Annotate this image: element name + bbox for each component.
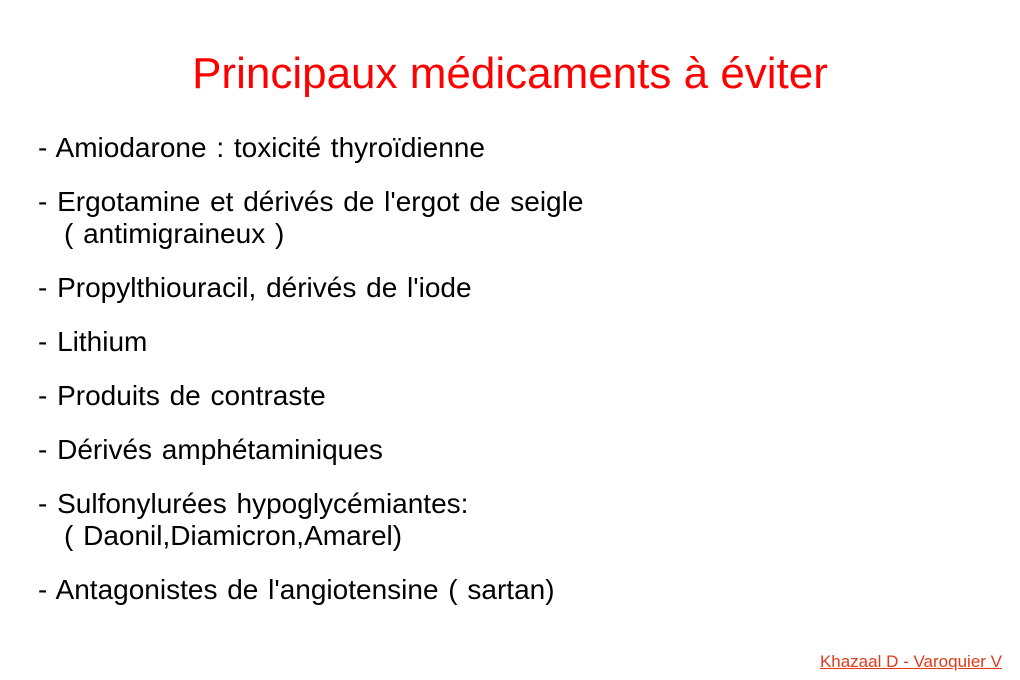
list-item-text: - Propylthiouracil, dérivés de l'iode xyxy=(38,272,472,303)
list-item xyxy=(38,380,998,412)
list-item xyxy=(38,488,998,552)
slide-title: Principaux médicaments à éviter xyxy=(192,49,828,98)
list-item xyxy=(38,434,998,466)
list-item-text: - Amiodarone : toxicité thyroïdienne xyxy=(38,132,485,163)
list-item-subtext: ( antimigraineux ) xyxy=(64,218,285,249)
list-item-text: - Dérivés amphétaminiques xyxy=(38,434,383,465)
list-item-text: - Produits de contraste xyxy=(38,380,326,411)
list-item-text: - Lithium xyxy=(38,326,148,357)
author-credit-link[interactable]: Khazaal D - Varoquier V xyxy=(819,652,1002,671)
list-item-text: - Sulfonylurées hypoglycémiantes: xyxy=(38,488,469,519)
list-item xyxy=(38,574,998,606)
list-item-text: - Antagonistes de l'angiotensine ( sartan) xyxy=(38,574,555,605)
list-item xyxy=(38,272,998,304)
list-item-text: - Ergotamine et dérivés de l'ergot de seigle xyxy=(38,186,584,217)
list-item-subtext: ( Daonil,Diamicron,Amarel) xyxy=(64,520,403,551)
list-item xyxy=(38,132,998,164)
list-item xyxy=(38,186,998,250)
medication-list xyxy=(38,132,998,628)
list-item xyxy=(38,326,998,358)
